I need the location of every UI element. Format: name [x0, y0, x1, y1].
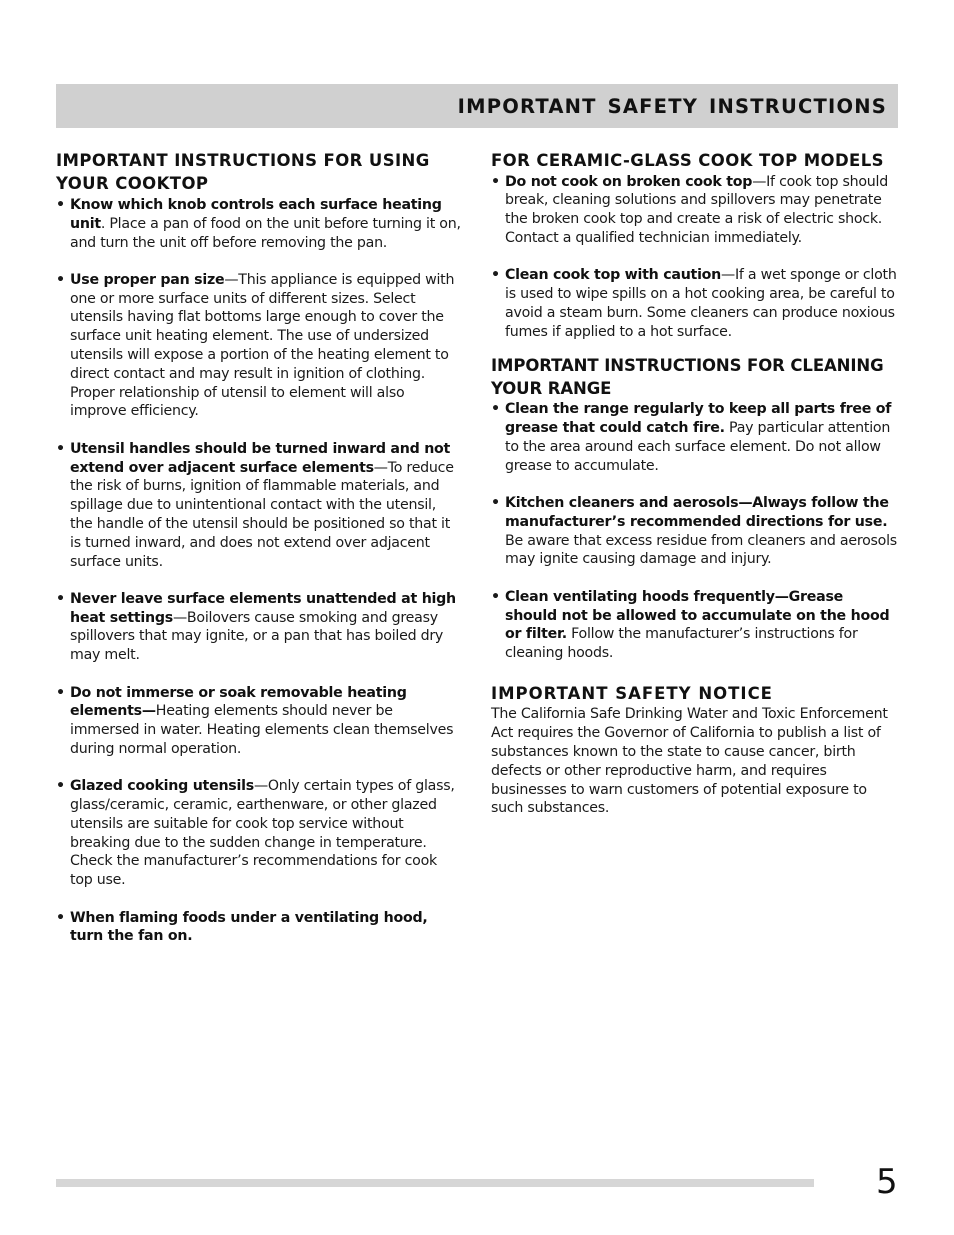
item-lead: Clean the range regularly to keep all parts free of grease that could catch fire.	[505, 401, 892, 437]
list-item	[491, 266, 898, 341]
item-lead: Glazed cooking utensils	[70, 778, 254, 795]
item-lead: Kitchen cleaners and aerosols—Always follow the manufacturer’s recommended directions for use.	[505, 495, 889, 530]
item-lead: When flaming foods under a ventilating hood, turn the fan on.	[70, 909, 428, 945]
safety-notice-text: The California Safe Drinking Water and Toxic Enforcement Act requires the Governor of California to publish a list of substances known to the state to cause cancer, birth defects or other reproductive harm, and requires businesses to warn customers of potential exposure to such substances.	[491, 706, 888, 817]
item-text: —If cook top should break, cleaning solutions and spillovers may penetrate the broken cook top and create a risk of electric shock. Contact a qualified technician immediately.	[505, 173, 888, 246]
bullet-icon: •	[56, 271, 65, 288]
item-lead: Use proper pan size	[70, 271, 225, 288]
bullet-icon: •	[491, 401, 500, 418]
item-text: Pay particular attention to the area around each surface element. Do not allow grease to accumulate.	[505, 420, 891, 474]
bullet-icon: •	[56, 590, 65, 607]
list-item	[56, 196, 462, 252]
list-item	[56, 590, 462, 665]
item-text: Be aware that excess residue from cleaners and aerosols may ignite causing damage and injury.	[505, 532, 897, 568]
item-lead: Know which knob controls each surface heating unit	[70, 197, 442, 232]
item-text: —To reduce the risk of burns, ignition of flammable materials, and spillage due to unintentional contact with the utensil, the handle of the utensil should be positioned so that it is turned inward, and does not extend over adjacent surface units.	[70, 459, 454, 570]
item-lead: Never leave surface elements unattended at high heat settings	[70, 590, 456, 626]
cleaning-instructions-list	[491, 400, 898, 663]
item-text: . Place a pan of food on the unit before turning it on, and turn the unit off before removing the pan.	[70, 215, 461, 251]
item-text: Heating elements should never be immersed in water. Heating elements clean themselves during normal operation.	[70, 703, 454, 757]
list-item	[491, 494, 898, 569]
item-lead: Utensil handles should be turned inward and not extend over adjacent surface elements	[70, 440, 451, 476]
list-item	[56, 684, 462, 759]
item-lead: Do not cook on broken cook top	[505, 173, 753, 190]
list-item	[491, 173, 898, 248]
bullet-icon: •	[491, 267, 500, 284]
left-column	[56, 150, 462, 965]
item-text: —Boilovers cause smoking and greasy spillovers that may ignite, or a pan that has boiled dry may melt.	[70, 609, 444, 664]
list-item	[56, 777, 462, 890]
ceramic-instructions-list	[491, 173, 898, 342]
header-banner	[56, 84, 898, 128]
bullet-icon: •	[56, 909, 65, 926]
list-item	[56, 909, 462, 947]
list-item	[56, 271, 462, 421]
bullet-icon: •	[56, 778, 65, 795]
cooktop-instructions-list	[56, 196, 462, 946]
list-item	[491, 400, 898, 475]
cleaning-section-heading: IMPORTANT INSTRUCTIONS FOR CLEANING YOUR RANGE	[491, 356, 884, 398]
list-item	[491, 588, 898, 663]
item-text: —If a wet sponge or cloth is used to wipe spills on a hot cooking area, be careful to avoid a steam burn. Some cleaners can produce noxious fumes if applied to a hot surface.	[505, 267, 897, 340]
bullet-icon: •	[56, 684, 65, 701]
list-item	[56, 440, 462, 572]
bullet-icon: •	[56, 197, 65, 213]
item-lead: Do not immerse or soak removable heating elements—	[70, 684, 407, 720]
cooktop-section-heading: IMPORTANT INSTRUCTIONS FOR USING YOUR COOKTOP	[56, 151, 430, 193]
safety-notice-heading: IMPORTANT SAFETY NOTICE	[491, 683, 773, 703]
bullet-icon: •	[491, 588, 500, 605]
bullet-icon: •	[56, 440, 65, 457]
page-title: IMPORTANT SAFETY INSTRUCTIONS	[457, 95, 887, 118]
ceramic-section-heading: FOR CERAMIC-GLASS COOK TOP MODELS	[491, 151, 884, 170]
item-text: Follow the manufacturer’s instructions for cleaning hoods.	[505, 626, 858, 662]
footer-divider	[56, 1179, 814, 1187]
item-text: —Only certain types of glass, glass/ceramic, ceramic, earthenware, or other glazed utensils are suitable for cook top service without breaking due to the sudden change in temperature. Check the manufacturer’s recommendations for cook top use.	[70, 778, 455, 889]
bullet-icon: •	[491, 173, 500, 190]
bullet-icon: •	[491, 495, 500, 512]
item-lead: Clean ventilating hoods frequently—Grease should not be allowed to accumulate on the hood or filter.	[505, 588, 890, 643]
item-lead: Clean cook top with caution	[505, 267, 722, 284]
right-column	[491, 150, 898, 818]
page-number: 5	[876, 1162, 898, 1202]
item-text: —This appliance is equipped with one or more surface units of different sizes. Select utensils having flat bottoms large enough to cover the surface unit heating element. The use of undersized utensils will expose a portion of the heating element to direct contact and may result in ignition of clothing. Proper relationship of utensil to element will also improve efficiency.	[70, 271, 455, 420]
